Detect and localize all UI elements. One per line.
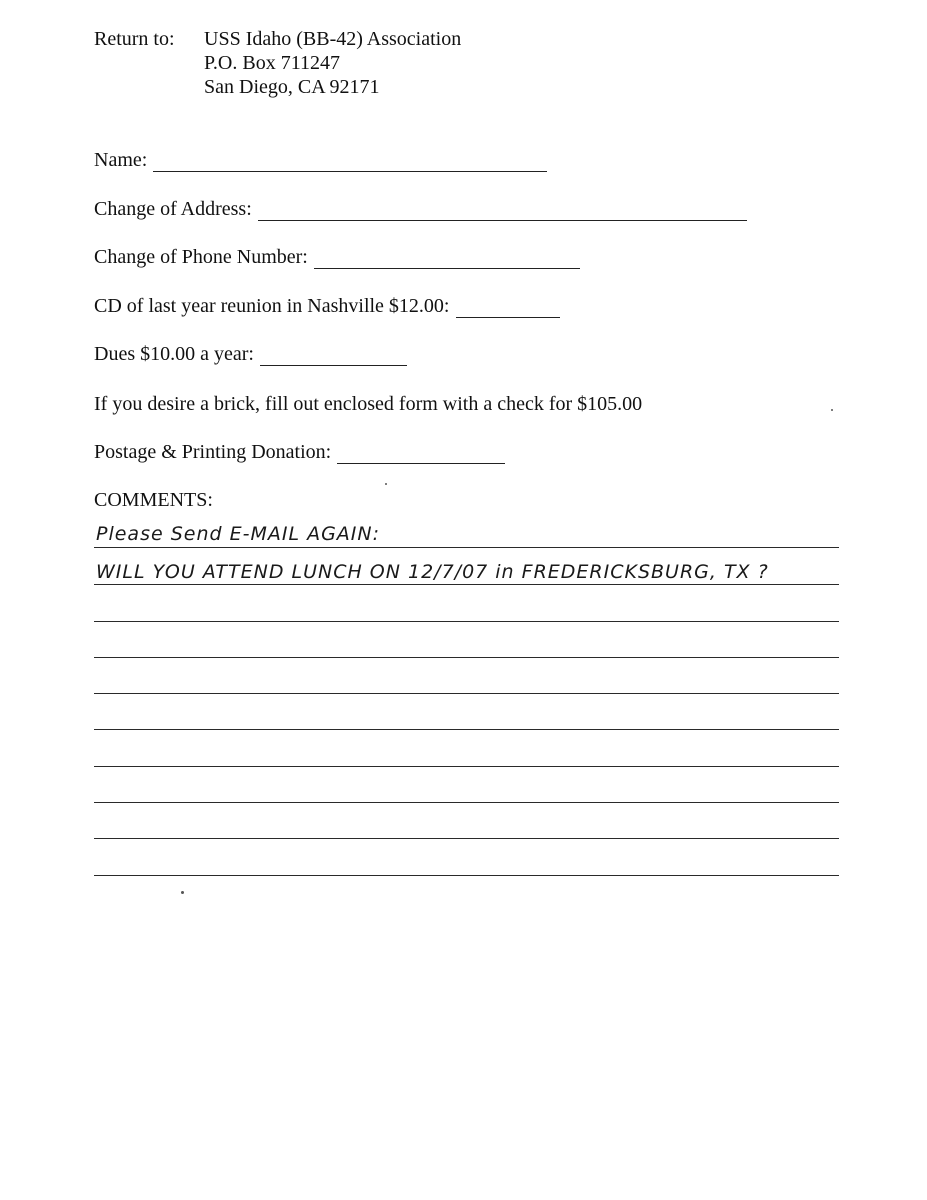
comment-line-1[interactable] <box>94 547 839 548</box>
name-blank[interactable] <box>153 153 547 172</box>
handwritten-line-2: WILL YOU ATTEND LUNCH ON 12/7/07 in FREDERICKSBURG, TX ? <box>96 561 769 583</box>
address-line-city: San Diego, CA 92171 <box>204 76 380 98</box>
brick-row <box>94 392 642 416</box>
scan-speck <box>831 409 833 411</box>
comment-line-2[interactable] <box>94 584 839 585</box>
change-phone-blank[interactable] <box>314 250 580 269</box>
address-line-pobox: P.O. Box 711247 <box>204 52 340 74</box>
cd-label: CD of last year reunion in Nashville $12.00: <box>94 295 450 317</box>
comment-line-8[interactable] <box>94 802 839 803</box>
change-address-row <box>94 197 747 221</box>
address-line-org: USS Idaho (BB-42) Association <box>204 28 462 50</box>
change-phone-label: Change of Phone Number: <box>94 246 308 268</box>
scan-speck <box>181 891 184 894</box>
brick-text: If you desire a brick, fill out enclosed form with a check for $105.00 <box>94 393 643 415</box>
cd-blank[interactable] <box>456 299 560 318</box>
dues-row <box>94 342 407 366</box>
donation-label: Postage & Printing Donation: <box>94 441 332 463</box>
comment-line-9[interactable] <box>94 838 839 839</box>
comments-label: COMMENTS: <box>94 489 213 511</box>
comment-line-5[interactable] <box>94 693 839 694</box>
donation-blank[interactable] <box>337 445 505 464</box>
name-row <box>94 148 547 172</box>
comment-line-7[interactable] <box>94 766 839 767</box>
handwritten-line-1: Please Send E-MAIL AGAIN: <box>96 523 381 545</box>
donation-row <box>94 440 505 464</box>
change-phone-row <box>94 245 580 269</box>
dues-label: Dues $10.00 a year: <box>94 343 254 365</box>
comment-line-3[interactable] <box>94 621 839 622</box>
comment-line-10[interactable] <box>94 875 839 876</box>
dues-blank[interactable] <box>260 347 407 366</box>
comment-line-6[interactable] <box>94 729 839 730</box>
scan-speck <box>385 483 387 485</box>
cd-row <box>94 294 560 318</box>
comments-row <box>94 488 213 512</box>
change-address-blank[interactable] <box>258 202 747 221</box>
name-label: Name: <box>94 149 148 171</box>
comment-line-4[interactable] <box>94 657 839 658</box>
return-to-label: Return to: <box>94 28 175 50</box>
change-address-label: Change of Address: <box>94 198 252 220</box>
